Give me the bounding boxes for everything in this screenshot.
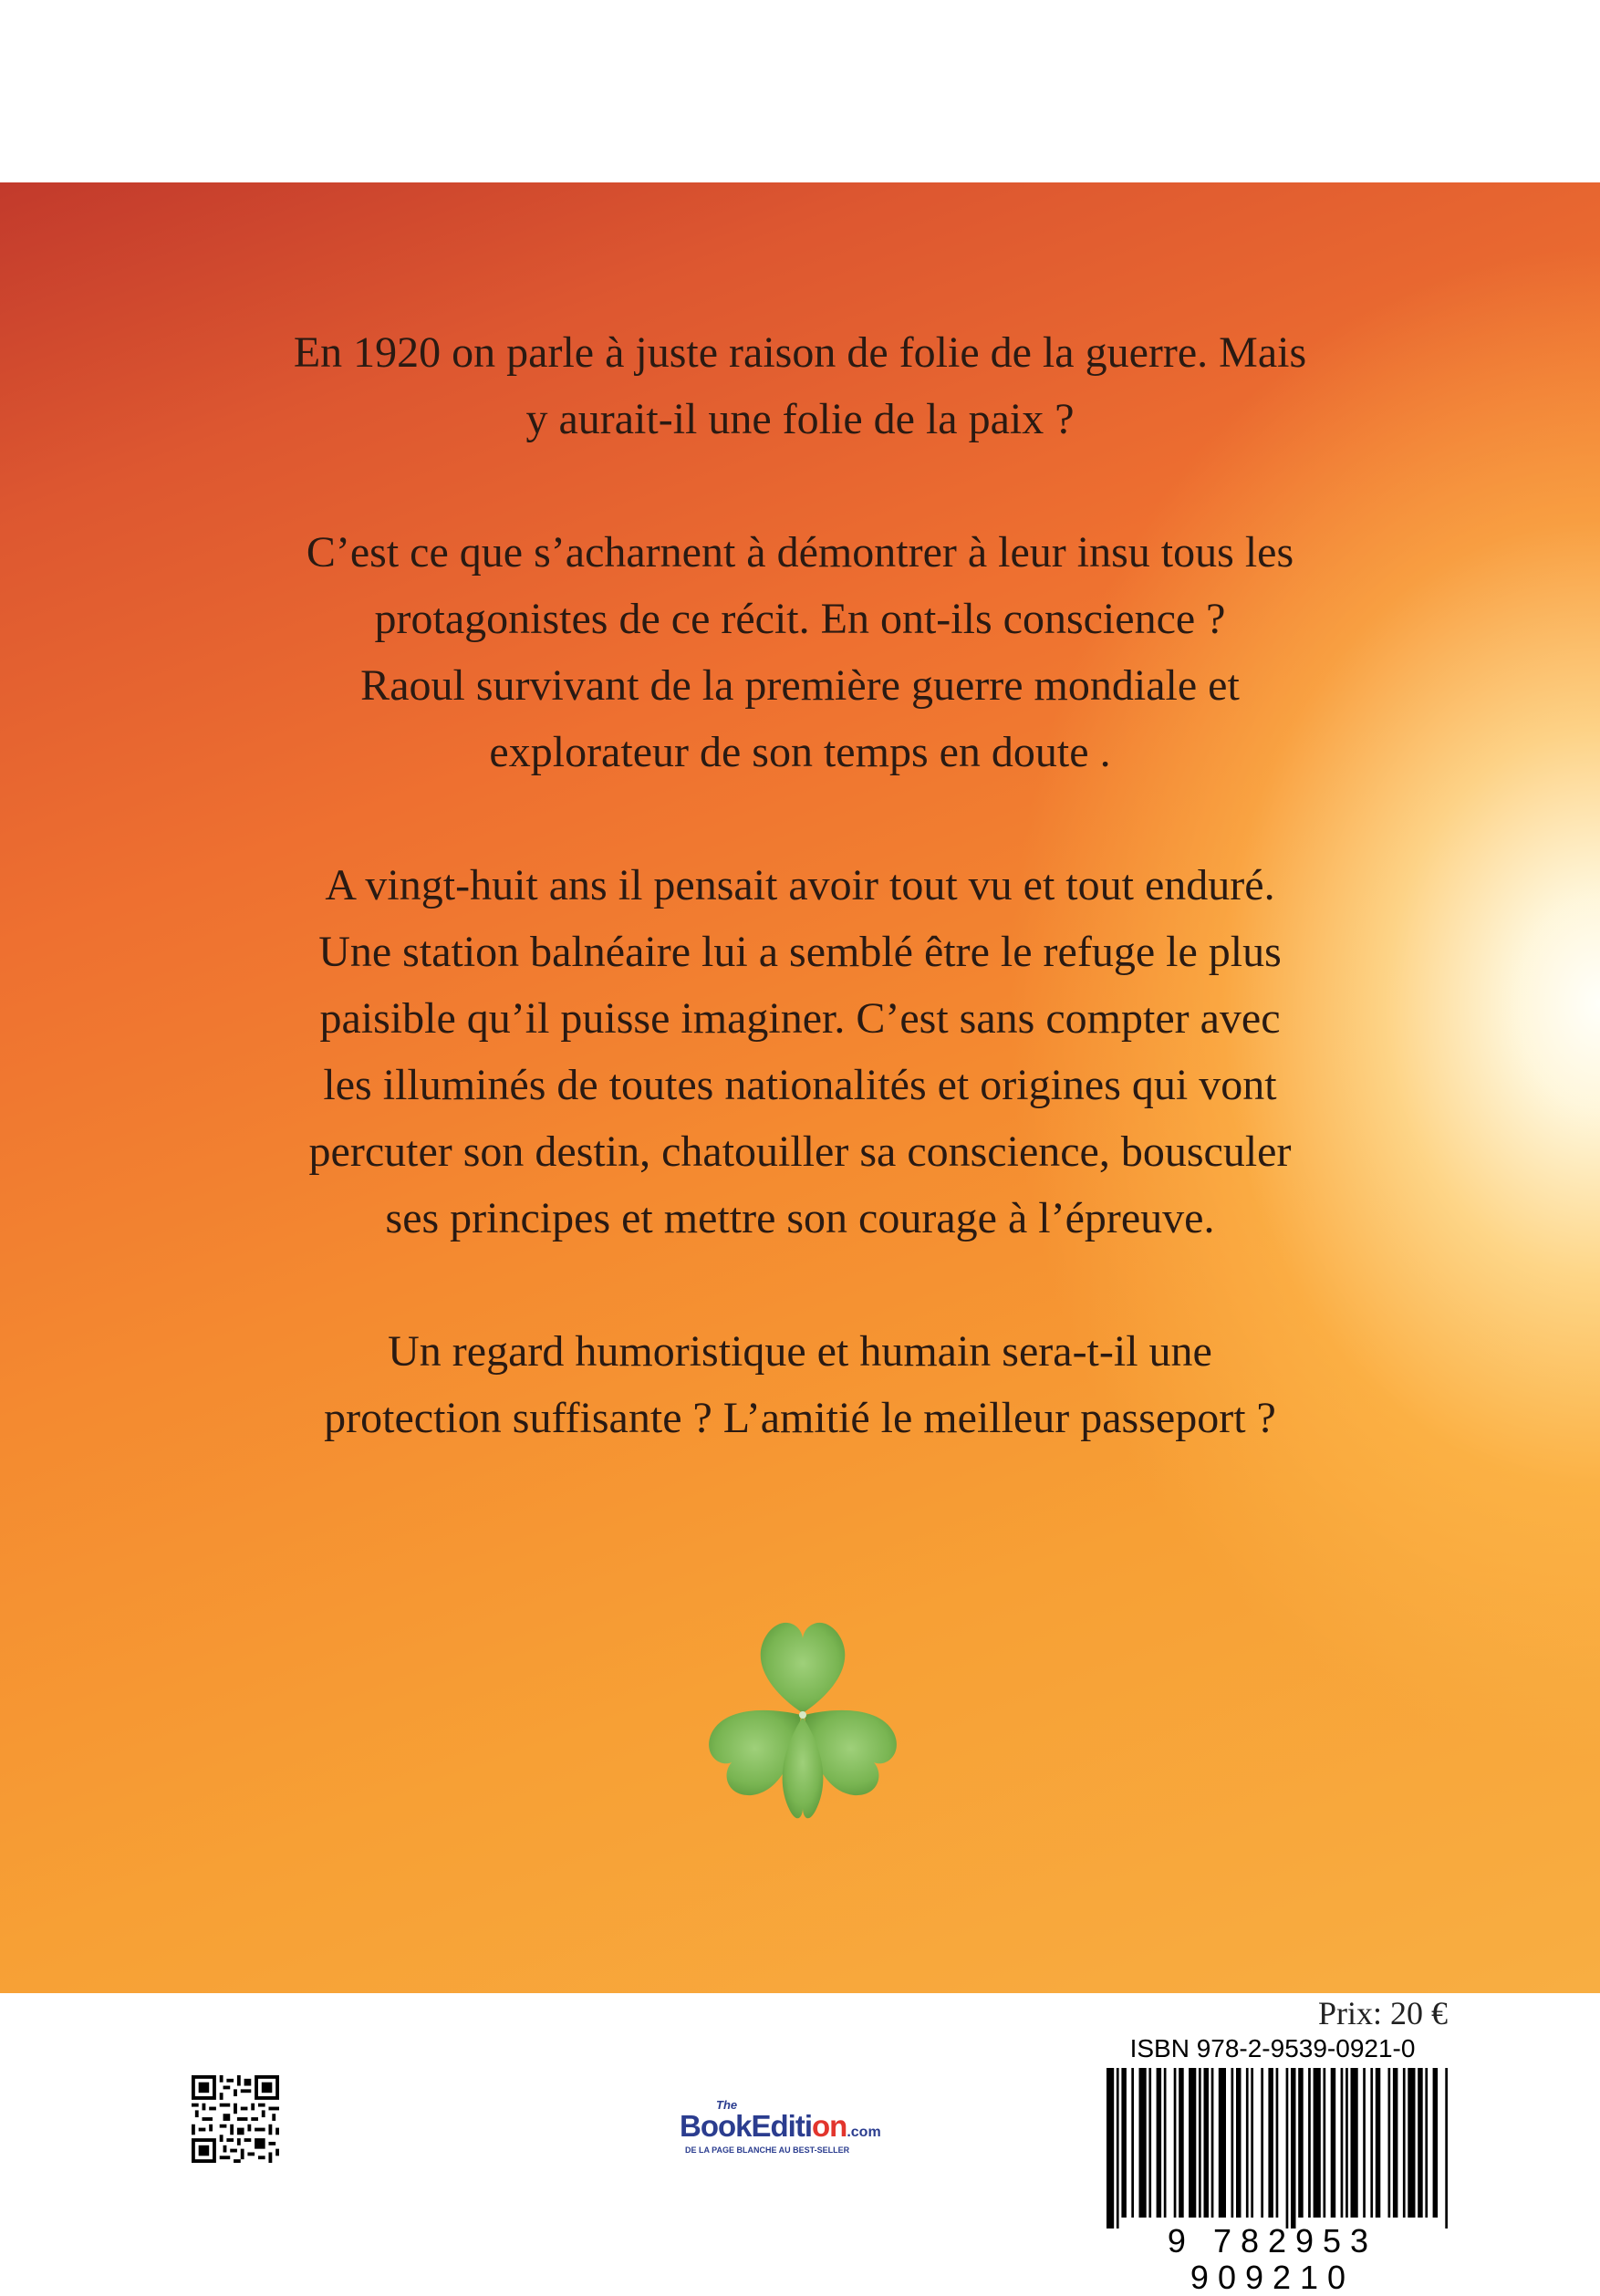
barcode-bar [1276,2068,1279,2218]
barcode-bar [1179,2068,1184,2218]
barcode-bar [1251,2068,1253,2218]
barcode-bar [1425,2068,1428,2218]
blurb-line: percuter son destin, chatouiller sa conscience, bousculer [308,1127,1292,1176]
clover-icon [684,1605,921,1834]
barcode-bar [1418,2068,1423,2218]
barcode-bar [1246,2068,1249,2218]
barcode-bar [1345,2068,1348,2218]
barcode-bar [1189,2068,1196,2218]
qr-code-icon[interactable] [192,2075,279,2163]
blurb-line: paisible qu’il puisse imaginer. C’est sans compter avec [319,994,1281,1043]
blurb-line: protagonistes de ce récit. En ont-ils conscience ? [374,595,1226,643]
barcode-icon [1090,2068,1455,2228]
blurb-paragraph-1 [82,319,1518,452]
barcode-bar [1433,2068,1439,2218]
barcode-bar [1236,2068,1242,2218]
barcode-bar [1408,2068,1415,2218]
blurb-line: Une station balnéaire lui a semblé être le refuge le plus [318,928,1282,976]
publisher-logo-the: The [716,2098,738,2112]
barcode-bar [1363,2068,1366,2218]
barcode-bar [1268,2068,1273,2218]
blurb-line: les illuminés de toutes nationalités et origines qui vont [323,1061,1277,1109]
barcode-bar [1331,2068,1336,2218]
barcode-bar [1199,2068,1201,2218]
barcode-bar [1219,2068,1226,2218]
isbn-label: ISBN 978-2-9539-0921-0 [1129,2034,1416,2062]
blurb-line: Raoul survivant de la première guerre mondiale et [360,661,1240,710]
barcode-bar [1121,2068,1127,2218]
barcode-bar [1117,2068,1119,2228]
barcode-bar [1211,2068,1214,2218]
blurb-line: En 1920 on parle à juste raison de folie de la guerre. Mais [293,328,1307,377]
blurb-line: y aurait-il une folie de la paix ? [525,395,1075,443]
blurb-line: ses principes et mettre son courage à l’épreuve. [385,1194,1215,1242]
barcode-bar [1174,2068,1177,2218]
barcode-bar [1286,2068,1289,2228]
barcode-bar [1388,2068,1391,2218]
barcode-bar [1324,2068,1326,2218]
barcode-block [1090,2033,1455,2296]
barcode-bar [1341,2068,1344,2218]
ean-number: 9 782953 909210 [1167,2222,1378,2296]
blurb-paragraph-2 [82,519,1518,785]
publisher-tagline: DE LA PAGE BLANCHE AU BEST-SELLER [685,2145,850,2155]
barcode-bar [1157,2068,1162,2218]
bottom-band [0,1993,1600,2296]
price-label: Prix: 20 € [1317,1995,1448,2031]
barcode-bar [1314,2068,1321,2218]
publisher-logo-name-part2: on [812,2109,847,2143]
barcode-bar [1164,2068,1167,2218]
barcode-bar [1403,2068,1406,2218]
barcode-bar [1291,2068,1296,2228]
publisher-logo-name [680,2109,881,2144]
barcode-bar [1106,2068,1114,2228]
publisher-logo-name-part1: BookEditi [680,2109,812,2143]
barcode-bar [1298,2068,1304,2218]
barcode-bar [1308,2068,1311,2218]
barcode-bar [1261,2068,1263,2218]
barcode-bar [1231,2068,1234,2218]
cover-background [0,182,1600,1993]
blurb-line: protection suffisante ? L’amitié le meilleur passeport ? [324,1394,1276,1442]
blurb-paragraph-4 [82,1318,1518,1451]
blurb-line: explorateur de son temps en doute . [489,728,1111,776]
barcode-bar [1204,2068,1210,2218]
blurb-line: A vingt-huit ans il pensait avoir tout vu et tout enduré. [325,861,1275,909]
publisher-logo[interactable] [680,2098,917,2162]
barcode-bar [1370,2068,1373,2218]
barcode-bar [1376,2068,1381,2218]
publisher-logo-name-part3: .com [847,2125,881,2140]
barcode-bar [1148,2068,1151,2218]
barcode-bar [1393,2068,1398,2218]
blurb-text [82,319,1518,1518]
blurb-line: Un regard humoristique et humain sera-t-il une [388,1327,1212,1376]
barcode-bar [1131,2068,1134,2218]
blurb-line: C’est ce que s’acharnent à démontrer à leur insu tous les [306,528,1294,577]
barcode-bar [1139,2068,1147,2218]
barcode-bar [1351,2068,1358,2218]
barcode-bar [1445,2068,1448,2228]
blurb-paragraph-3 [82,852,1518,1252]
